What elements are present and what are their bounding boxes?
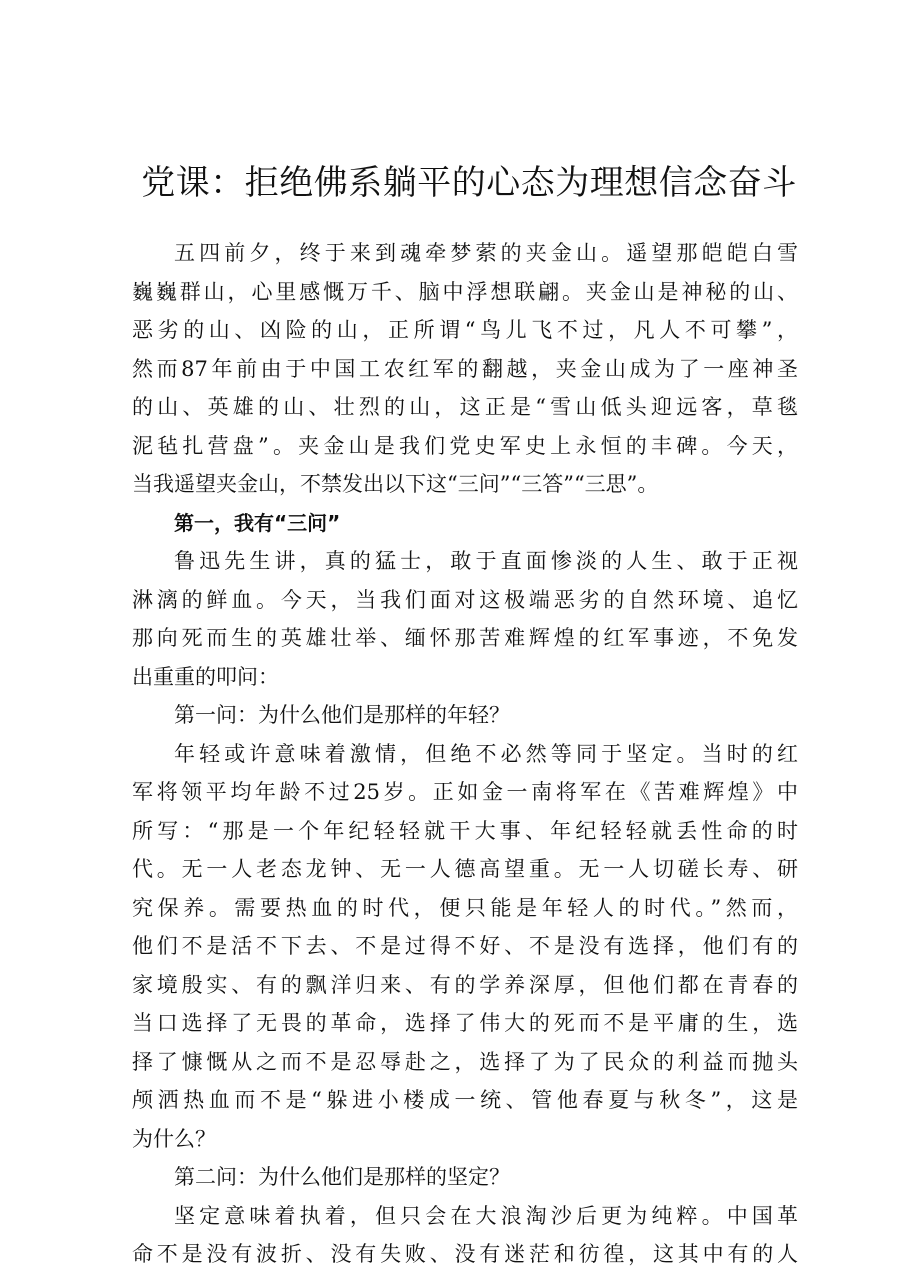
paragraph-line: 家境殷实、有的飘洋归来、有的学养深厚，但他们都在青春的 [132, 972, 798, 997]
paragraph-line: 为什么？ [132, 1126, 216, 1151]
paragraph-line: 代。无一人老态龙钟、无一人德高望重。无一人切磋长寿、研 [132, 857, 798, 881]
paragraph-line: 巍巍群山，心里感慨万千、脑中浮想联翩。夹金山是神秘的山、 [132, 279, 798, 304]
paragraph-line: 第二问：为什么他们是那样的坚定？ [174, 1165, 510, 1189]
paragraph-line: 坚定意味着执着，但只会在大浪淘沙后更为纯粹。中国革 [174, 1203, 798, 1228]
paragraph-line: 第一问：为什么他们是那样的年轻？ [174, 703, 510, 727]
paragraph-line: 五四前夕，终于来到魂牵梦萦的夹金山。遥望那皑皑白雪 [174, 241, 798, 265]
document-body [132, 234, 798, 1274]
paragraph-line: 那向死而生的英雄壮举、缅怀那苦难辉煌的红军事迹，不免发 [132, 626, 798, 650]
paragraph-line: 的山、英雄的山、壮烈的山，这正是“雪山低头迎远客，草毯 [132, 395, 798, 419]
paragraph-line: 军将领平均年龄不过25岁。正如金一南将军在《苦难辉煌》中 [132, 780, 798, 804]
paragraph-line: 择了慷慨从之而不是忍辱赴之，选择了为了民众的利益而抛头 [132, 1049, 798, 1074]
paragraph-line: 年轻或许意味着激情，但绝不必然等同于坚定。当时的红 [174, 741, 798, 766]
paragraph-line: 他们不是活不下去、不是过得不好、不是没有选择，他们有的 [132, 934, 798, 958]
paragraph-line: 当口选择了无畏的革命，选择了伟大的死而不是平庸的生，选 [132, 1011, 798, 1035]
paragraph-line: 淋漓的鲜血。今天，当我们面对这极端恶劣的自然环境、追忆 [132, 587, 798, 612]
paragraph-line: 颅洒热血而不是“躲进小楼成一统、管他春夏与秋冬”，这是 [132, 1088, 798, 1112]
document-title: 党课：拒绝佛系躺平的心态为理想信念奋斗 [141, 163, 797, 203]
paragraph-line: 当我遥望夹金山，不禁发出以下这“三问”“三答”“三思”。 [132, 472, 659, 496]
paragraph-line: 泥毡扎营盘”。夹金山是我们党史军史上永恒的丰碑。今天， [132, 433, 798, 458]
paragraph-line: 究保养。需要热血的时代，便只能是年轻人的时代。”然而， [132, 895, 798, 920]
paragraph-line: 命不是没有波折、没有失败、没有迷茫和彷徨，这其中有的人 [132, 1242, 798, 1266]
paragraph-line: 恶劣的山、凶险的山，正所谓“鸟儿飞不过，凡人不可攀”， [132, 318, 798, 342]
section-heading: 第一，我有“三问” [174, 510, 341, 535]
paragraph-line: 然而87年前由于中国工农红军的翻越，夹金山成为了一座神圣 [132, 356, 798, 381]
paragraph-line: 出重重的叩问： [132, 664, 279, 689]
paragraph-line: 鲁迅先生讲，真的猛士，敢于直面惨淡的人生、敢于正视 [174, 549, 798, 573]
paragraph-line: 所写：“那是一个年纪轻轻就干大事、年纪轻轻就丢性命的时 [132, 818, 798, 843]
